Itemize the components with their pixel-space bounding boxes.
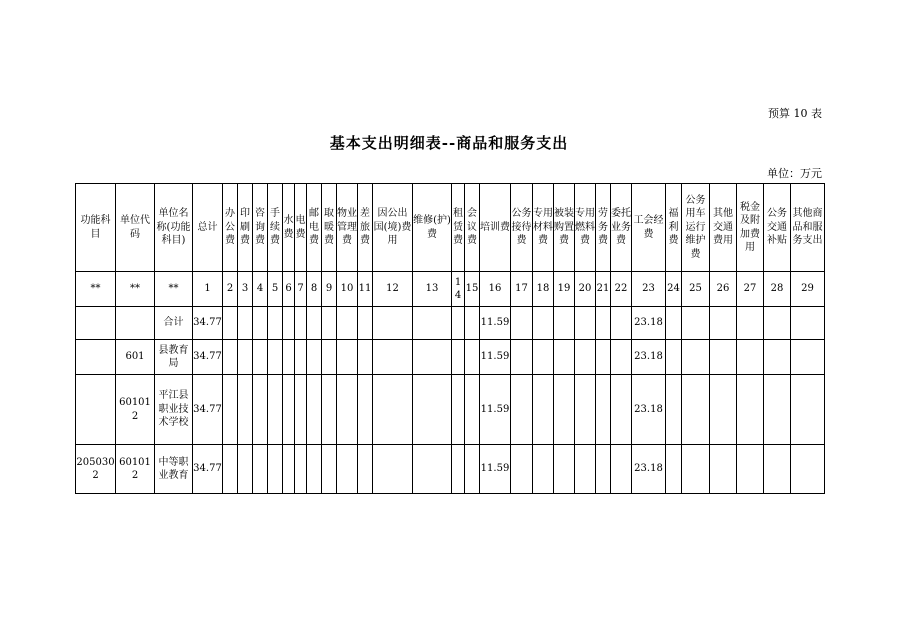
header-row <box>76 184 825 272</box>
empty-cell <box>764 445 791 494</box>
empty-cell <box>307 307 322 340</box>
empty-cell <box>295 445 307 494</box>
empty-cell <box>307 445 322 494</box>
empty-cell <box>533 445 554 494</box>
empty-cell <box>322 307 337 340</box>
header-cell: 租赁费 <box>452 184 465 272</box>
empty-cell <box>710 307 737 340</box>
empty-cell <box>682 375 710 445</box>
empty-cell <box>373 375 413 445</box>
table-row <box>76 340 825 375</box>
index-cell: 5 <box>268 272 283 307</box>
func-code-cell <box>76 307 116 340</box>
empty-cell <box>268 340 283 375</box>
empty-cell <box>465 445 480 494</box>
empty-cell <box>253 445 268 494</box>
header-cell: 会议费 <box>465 184 480 272</box>
empty-cell <box>238 340 253 375</box>
header-cell: 公务接待费 <box>511 184 533 272</box>
form-code: 预算 10 表 <box>768 107 822 120</box>
index-cell: 7 <box>295 272 307 307</box>
empty-cell <box>307 375 322 445</box>
empty-cell <box>253 307 268 340</box>
index-cell: 6 <box>283 272 295 307</box>
table-row <box>76 307 825 340</box>
empty-cell <box>596 445 611 494</box>
index-cell: ** <box>76 272 116 307</box>
union-fund-cell: 23.18 <box>632 340 666 375</box>
empty-cell <box>791 445 825 494</box>
empty-cell <box>611 375 632 445</box>
unit-name-cell: 平江县职业技术学校 <box>155 375 193 445</box>
header-cell: 电费 <box>295 184 307 272</box>
training-cell: 11.59 <box>480 375 511 445</box>
empty-cell <box>268 307 283 340</box>
empty-cell <box>554 307 575 340</box>
header-cell: 公务用车运行维护费 <box>682 184 710 272</box>
empty-cell <box>682 340 710 375</box>
header-cell: 物业管理费 <box>337 184 358 272</box>
empty-cell <box>791 340 825 375</box>
index-cell: 17 <box>511 272 533 307</box>
empty-cell <box>465 307 480 340</box>
index-cell: 21 <box>596 272 611 307</box>
empty-cell <box>575 445 596 494</box>
header-cell: 单位名称(功能科目) <box>155 184 193 272</box>
func-code-cell <box>76 340 116 375</box>
empty-cell <box>413 340 452 375</box>
empty-cell <box>413 445 452 494</box>
index-row <box>76 272 825 307</box>
empty-cell <box>554 445 575 494</box>
empty-cell <box>737 375 764 445</box>
empty-cell <box>337 340 358 375</box>
empty-cell <box>511 445 533 494</box>
union-fund-cell: 23.18 <box>632 307 666 340</box>
empty-cell <box>465 340 480 375</box>
header-cell: 水费 <box>283 184 295 272</box>
empty-cell <box>764 340 791 375</box>
empty-cell <box>373 445 413 494</box>
index-cell: 3 <box>238 272 253 307</box>
index-cell: 2 <box>223 272 238 307</box>
empty-cell <box>223 307 238 340</box>
header-cell: 专用材料费 <box>533 184 554 272</box>
total-cell: 34.77 <box>193 375 223 445</box>
index-cell: 8 <box>307 272 322 307</box>
index-cell: 20 <box>575 272 596 307</box>
empty-cell <box>710 340 737 375</box>
header-cell: 取暖费 <box>322 184 337 272</box>
empty-cell <box>554 340 575 375</box>
empty-cell <box>283 445 295 494</box>
empty-cell <box>358 307 373 340</box>
empty-cell <box>533 307 554 340</box>
total-cell: 34.77 <box>193 307 223 340</box>
index-cell: 25 <box>682 272 710 307</box>
header-cell: 公务交通补贴 <box>764 184 791 272</box>
empty-cell <box>253 340 268 375</box>
union-fund-cell: 23.18 <box>632 375 666 445</box>
expense-table <box>75 183 825 494</box>
header-cell: 印刷费 <box>238 184 253 272</box>
empty-cell <box>307 340 322 375</box>
empty-cell <box>465 375 480 445</box>
empty-cell <box>611 340 632 375</box>
empty-cell <box>764 307 791 340</box>
header-cell: 邮电费 <box>307 184 322 272</box>
header-cell: 其他交通费用 <box>710 184 737 272</box>
empty-cell <box>268 375 283 445</box>
empty-cell <box>452 340 465 375</box>
header-cell: 工会经费 <box>632 184 666 272</box>
header-cell: 手续费 <box>268 184 283 272</box>
func-code-cell <box>76 375 116 445</box>
empty-cell <box>511 340 533 375</box>
empty-cell <box>666 375 682 445</box>
empty-cell <box>283 340 295 375</box>
header-cell: 其他商品和服务支出 <box>791 184 825 272</box>
empty-cell <box>452 445 465 494</box>
empty-cell <box>596 375 611 445</box>
empty-cell <box>682 307 710 340</box>
empty-cell <box>223 375 238 445</box>
header-cell: 功能科目 <box>76 184 116 272</box>
empty-cell <box>791 307 825 340</box>
empty-cell <box>283 375 295 445</box>
index-cell: 1 <box>193 272 223 307</box>
unit-label: 单位：万元 <box>767 167 822 180</box>
header-cell: 总计 <box>193 184 223 272</box>
index-cell: ** <box>155 272 193 307</box>
table-row <box>76 375 825 445</box>
empty-cell <box>322 340 337 375</box>
empty-cell <box>373 307 413 340</box>
empty-cell <box>611 307 632 340</box>
empty-cell <box>358 340 373 375</box>
empty-cell <box>283 307 295 340</box>
empty-cell <box>452 307 465 340</box>
empty-cell <box>596 340 611 375</box>
header-cell: 税金及附加费用 <box>737 184 764 272</box>
empty-cell <box>682 445 710 494</box>
index-cell: 11 <box>358 272 373 307</box>
unit-name-cell: 县教育局 <box>155 340 193 375</box>
empty-cell <box>322 375 337 445</box>
header-cell: 劳务费 <box>596 184 611 272</box>
index-cell: 13 <box>413 272 452 307</box>
empty-cell <box>268 445 283 494</box>
empty-cell <box>295 307 307 340</box>
empty-cell <box>596 307 611 340</box>
empty-cell <box>511 375 533 445</box>
empty-cell <box>295 375 307 445</box>
empty-cell <box>238 445 253 494</box>
index-cell: 14 <box>452 272 465 307</box>
table-row <box>76 445 825 494</box>
index-cell: 27 <box>737 272 764 307</box>
empty-cell <box>533 340 554 375</box>
page-title: 基本支出明细表--商品和服务支出 <box>329 134 569 152</box>
empty-cell <box>710 375 737 445</box>
unit-code-cell <box>116 307 155 340</box>
header-cell: 维修(护)费 <box>413 184 452 272</box>
empty-cell <box>413 375 452 445</box>
index-cell: 16 <box>480 272 511 307</box>
empty-cell <box>737 307 764 340</box>
empty-cell <box>511 307 533 340</box>
empty-cell <box>764 375 791 445</box>
empty-cell <box>533 375 554 445</box>
header-cell: 差旅费 <box>358 184 373 272</box>
header-cell: 因公出国(境)费用 <box>373 184 413 272</box>
empty-cell <box>575 375 596 445</box>
index-cell: 18 <box>533 272 554 307</box>
total-cell: 34.77 <box>193 340 223 375</box>
empty-cell <box>223 340 238 375</box>
empty-cell <box>791 375 825 445</box>
empty-cell <box>666 307 682 340</box>
empty-cell <box>238 375 253 445</box>
empty-cell <box>737 340 764 375</box>
empty-cell <box>710 445 737 494</box>
header-cell: 办公费 <box>223 184 238 272</box>
index-cell: 12 <box>373 272 413 307</box>
header-cell: 委托业务费 <box>611 184 632 272</box>
empty-cell <box>452 375 465 445</box>
empty-cell <box>575 340 596 375</box>
empty-cell <box>238 307 253 340</box>
header-cell: 培训费 <box>480 184 511 272</box>
header-cell: 单位代码 <box>116 184 155 272</box>
empty-cell <box>611 445 632 494</box>
unit-name-cell: 中等职业教育 <box>155 445 193 494</box>
index-cell: ** <box>116 272 155 307</box>
empty-cell <box>575 307 596 340</box>
empty-cell <box>737 445 764 494</box>
index-cell: 9 <box>322 272 337 307</box>
empty-cell <box>322 445 337 494</box>
training-cell: 11.59 <box>480 445 511 494</box>
index-cell: 22 <box>611 272 632 307</box>
empty-cell <box>337 307 358 340</box>
index-cell: 15 <box>465 272 480 307</box>
empty-cell <box>358 375 373 445</box>
empty-cell <box>666 445 682 494</box>
index-cell: 23 <box>632 272 666 307</box>
empty-cell <box>295 340 307 375</box>
index-cell: 29 <box>791 272 825 307</box>
index-cell: 24 <box>666 272 682 307</box>
index-cell: 26 <box>710 272 737 307</box>
empty-cell <box>554 375 575 445</box>
index-cell: 28 <box>764 272 791 307</box>
header-cell: 专用燃料费 <box>575 184 596 272</box>
index-cell: 10 <box>337 272 358 307</box>
training-cell: 11.59 <box>480 307 511 340</box>
empty-cell <box>337 445 358 494</box>
index-cell: 19 <box>554 272 575 307</box>
func-code-cell: 2050302 <box>76 445 116 494</box>
empty-cell <box>666 340 682 375</box>
unit-code-cell: 601012 <box>116 375 155 445</box>
unit-code-cell: 601 <box>116 340 155 375</box>
index-cell: 4 <box>253 272 268 307</box>
empty-cell <box>358 445 373 494</box>
header-cell: 被装购置费 <box>554 184 575 272</box>
header-cell: 福利费 <box>666 184 682 272</box>
unit-code-cell: 601012 <box>116 445 155 494</box>
unit-name-cell: 合计 <box>155 307 193 340</box>
empty-cell <box>253 375 268 445</box>
empty-cell <box>223 445 238 494</box>
training-cell: 11.59 <box>480 340 511 375</box>
header-cell: 咨询费 <box>253 184 268 272</box>
union-fund-cell: 23.18 <box>632 445 666 494</box>
empty-cell <box>413 307 452 340</box>
total-cell: 34.77 <box>193 445 223 494</box>
empty-cell <box>373 340 413 375</box>
empty-cell <box>337 375 358 445</box>
